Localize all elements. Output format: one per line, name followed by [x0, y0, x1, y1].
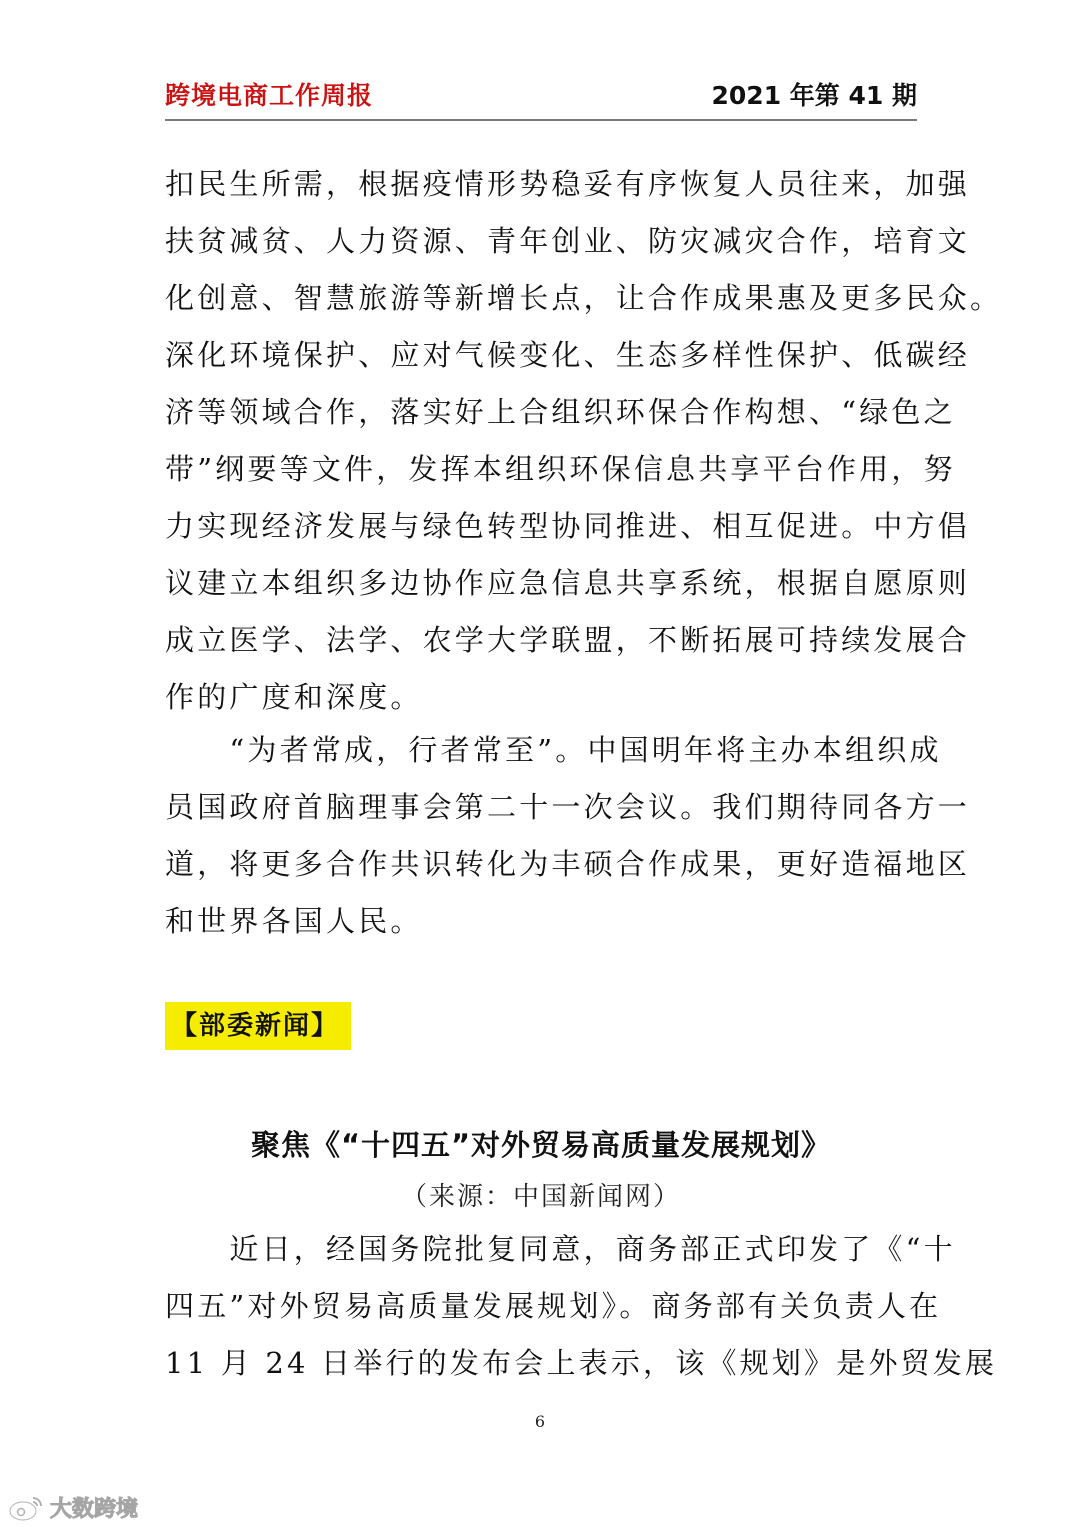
article-paragraph	[165, 1221, 998, 1392]
text-line: 四五”对外贸易高质量发展规划》。商务部有关负责人在	[165, 1289, 942, 1323]
section-tag: 【部委新闻】	[165, 1002, 351, 1050]
text-line: 带”纲要等文件，发挥本组织环保信息共享平台作用，努	[165, 452, 956, 486]
text-line: 近日，经国务院批复同意，商务部正式印发了《“十	[165, 1232, 956, 1266]
watermark	[8, 1490, 138, 1524]
text-line: 深化环境保护、应对气候变化、生态多样性保护、低碳经	[165, 338, 971, 372]
watermark-text: 大数跨境	[50, 1496, 139, 1522]
issue-number: 2021 年第 41 期	[711, 81, 917, 110]
body-paragraph-1	[165, 156, 1003, 726]
text-line: 化创意、智慧旅游等新增长点，让合作成果惠及更多民众。	[165, 281, 1003, 315]
text-line: 和世界各国人民。	[165, 904, 423, 938]
text-line: 力实现经济发展与绿色转型协同推进、相互促进。中方倡	[165, 509, 971, 543]
text-line: 扣民生所需，根据疫情形势稳妥有序恢复人员往来，加强	[165, 167, 971, 201]
weibo-logo-icon	[8, 1492, 44, 1522]
text-line: 作的广度和深度。	[165, 680, 423, 714]
page-header	[165, 76, 917, 116]
article-source: （来源：中国新闻网）	[400, 1182, 681, 1212]
text-line: 济等领域合作，落实好上合组织环保合作构想、“绿色之	[165, 395, 956, 429]
text-line: 道，将更多合作共识转化为丰硕合作成果，更好造福地区	[165, 847, 971, 881]
header-divider	[165, 119, 917, 121]
text-line: 议建立本组织多边协作应急信息共享系统，根据自愿原则	[165, 566, 971, 600]
text-line: 扶贫减贫、人力资源、青年创业、防灾减灾合作，培育文	[165, 224, 971, 258]
page-number: 6	[534, 1412, 546, 1431]
report-title: 跨境电商工作周报	[165, 81, 374, 110]
text-line: 11 月 24 日举行的发布会上表示，该《规划》是外贸发展	[165, 1346, 998, 1380]
text-line: 员国政府首脑理事会第二十一次会议。我们期待同各方一	[165, 790, 971, 824]
text-line: “为者常成，行者常至”。中国明年将主办本组织成	[165, 733, 942, 767]
body-paragraph-2	[165, 722, 971, 950]
text-line: 成立医学、法学、农学大学联盟，不断拓展可持续发展合	[165, 623, 971, 657]
article-title: 聚焦《“十四五”对外贸易高质量发展规划》	[250, 1128, 832, 1162]
